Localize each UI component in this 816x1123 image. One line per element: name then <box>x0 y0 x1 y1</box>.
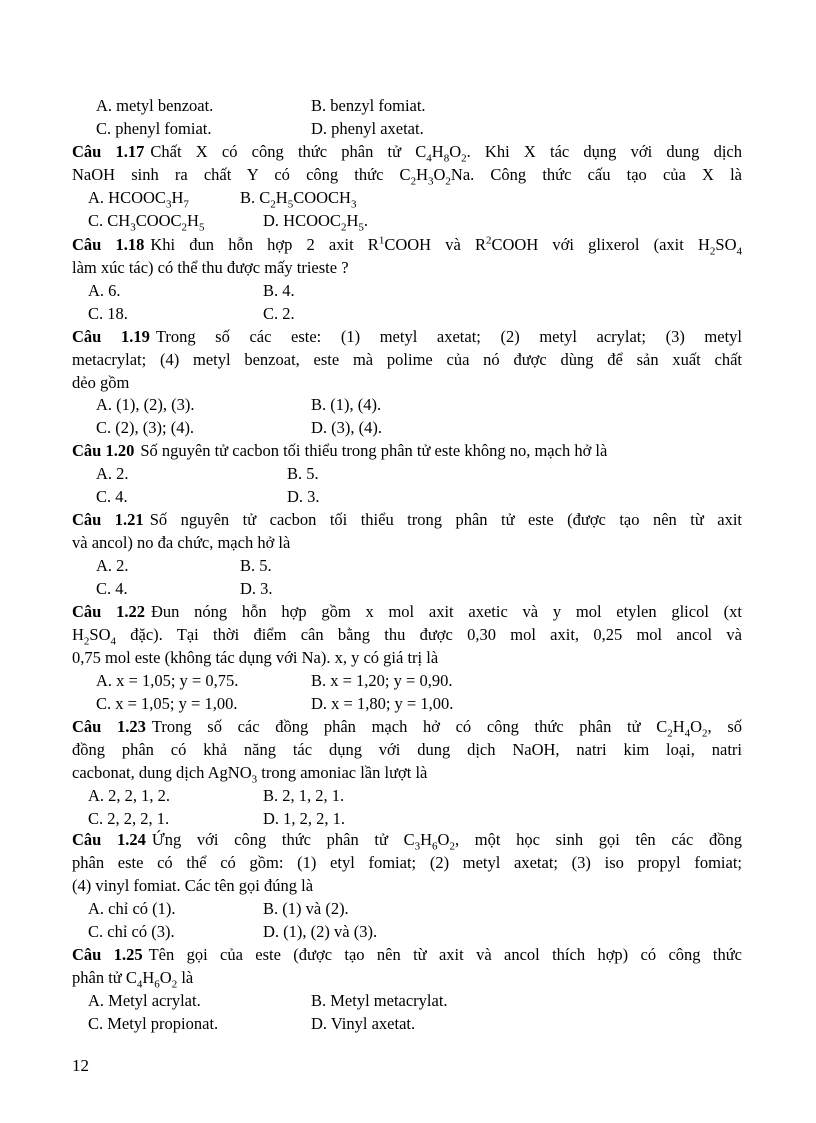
option-a: A. 6. <box>88 281 121 300</box>
question-number: Câu 1.22 <box>72 602 145 621</box>
question-text: Câu 1.20 Số nguyên tử cacbon tối thiểu trong phân tử este không no, mạch hở là <box>72 441 608 460</box>
option-a: A. Metyl acrylat. <box>88 991 201 1010</box>
page-number: 12 <box>72 1056 89 1075</box>
option-a: A. 2. <box>96 556 129 575</box>
option-b: B. 4. <box>263 281 295 300</box>
question-text: phân este có thể có gồm: (1) etyl fomiat; (2) metyl axetat; (3) iso propyl fomiat; <box>72 853 742 872</box>
question-text: NaOH sinh ra chất Y có công thức $C_2H_3O_2Na$. Công thức cấu tạo của X là <box>72 165 742 188</box>
option-b: B. (1), (4). <box>311 395 382 414</box>
question-text: Câu 1.24 Ứng với công thức phân tử $C_3H_6O_2$, một học sinh gọi tên các đồng <box>72 830 742 853</box>
option-c: C. 2, 2, 2, 1. <box>88 809 170 828</box>
option-b: B. Metyl metacrylat. <box>311 991 448 1010</box>
question-number: Câu 1.17 <box>72 142 145 161</box>
question-number: Câu 1.18 <box>72 235 145 254</box>
option-c: C. phenyl fomiat. <box>96 119 212 138</box>
option-c: C. 4. <box>96 579 128 598</box>
question-text: $H_2SO_4$ đặc). Tại thời điểm cân bằng thu được 0,30 mol axit, 0,25 mol ancol và <box>72 625 742 648</box>
question-text: cacbonat, dung dịch AgNO$_3$ trong amoniac lần lượt là <box>72 763 428 786</box>
question-text: đồng phân có khả năng tác dụng với dung dịch NaOH, natri kim loại, natri <box>72 740 742 759</box>
question-text: Câu 1.25 Tên gọi của este (được tạo nên từ axit và ancol thích hợp) có công thức <box>72 945 742 964</box>
question-text: Câu 1.21 Số nguyên tử cacbon tối thiểu trong phân tử este (được tạo nên từ axit <box>72 510 742 529</box>
option-b: B. (1) và (2). <box>263 899 349 918</box>
question-text: và ancol) no đa chức, mạch hở là <box>72 533 291 552</box>
option-d: D. 3. <box>240 579 273 598</box>
option-b: B. 5. <box>240 556 272 575</box>
option-b: B. 5. <box>287 464 319 483</box>
option-a: A. 2. <box>96 464 129 483</box>
option-d: D. 3. <box>287 487 320 506</box>
question-text: (4) vinyl fomiat. Các tên gọi đúng là <box>72 876 314 895</box>
question-number: Câu 1.19 <box>72 327 150 346</box>
option-d: C. 2. <box>263 304 295 323</box>
option-d: D. 1, 2, 2, 1. <box>263 809 346 828</box>
question-text: Câu 1.17 Chất X có công thức phân tử $C_4H_8O_2$. Khi X tác dụng với dung dịch <box>72 142 742 165</box>
option-a: A. metyl benzoat. <box>96 96 214 115</box>
option-c: C. x = 1,05; y = 1,00. <box>96 694 238 713</box>
option-a: A. 2, 2, 1, 2. <box>88 786 171 805</box>
question-text: phân tử $C_4H_6O_2$ là <box>72 968 194 991</box>
option-a: A. x = 1,05; y = 0,75. <box>96 671 239 690</box>
option-a: A. chỉ có (1). <box>88 899 176 918</box>
option-d: D. Vinyl axetat. <box>311 1014 416 1033</box>
option-d: D. $HCOOC_2H_5$. <box>263 211 368 234</box>
question-text: Câu 1.23 Trong số các đồng phân mạch hở có công thức phân tử $C_2H_4O_2$, số <box>72 717 742 740</box>
question-text: Câu 1.19 Trong số các este: (1) metyl axetat; (2) metyl acrylat; (3) metyl <box>72 327 742 346</box>
question-text: 0,75 mol este (không tác dụng với Na). x, y có giá trị là <box>72 648 439 667</box>
question-number: Câu 1.24 <box>72 830 146 849</box>
option-a: A. (1), (2), (3). <box>96 395 195 414</box>
option-d: D. phenyl axetat. <box>311 119 424 138</box>
option-c: C. 18. <box>88 304 128 323</box>
question-number: Câu 1.25 <box>72 945 143 964</box>
option-b: B. benzyl fomiat. <box>311 96 426 115</box>
option-a: A. $HCOOC_3H_7$ <box>88 188 189 211</box>
question-text: dẻo gồm <box>72 373 130 392</box>
question-text: Câu 1.22 Đun nóng hỗn hợp gồm x mol axit axetic và y mol etylen glicol (xt <box>72 602 743 621</box>
question-text: Câu 1.18 Khi đun hỗn hợp 2 axit $R^1COOH$ và $R^2COOH$ với glixerol (axit $H_2SO_4$ <box>72 234 742 258</box>
option-d: D. (3), (4). <box>311 418 383 437</box>
question-number: Câu 1.21 <box>72 510 144 529</box>
option-c: C. Metyl propionat. <box>88 1014 219 1033</box>
option-c: C. $CH_3COOC_2H_5$ <box>88 211 205 234</box>
option-c: C. (2), (3); (4). <box>96 418 195 437</box>
question-text: metacrylat; (4) metyl benzoat, este mà polime của nó được dùng để sản xuất chất <box>72 350 742 369</box>
option-d: D. (1), (2) và (3). <box>263 922 378 941</box>
option-b: B. x = 1,20; y = 0,90. <box>311 671 453 690</box>
option-b: B. $C_2H_5COOCH_3$ <box>240 188 357 211</box>
option-c: C. 4. <box>96 487 128 506</box>
option-b: B. 2, 1, 2, 1. <box>263 786 345 805</box>
question-number: Câu 1.20 <box>72 441 135 460</box>
option-d: D. x = 1,80; y = 1,00. <box>311 694 454 713</box>
question-text: làm xúc tác) có thể thu được mấy trieste ? <box>72 258 349 277</box>
question-number: Câu 1.23 <box>72 717 146 736</box>
option-c: C. chỉ có (3). <box>88 922 175 941</box>
